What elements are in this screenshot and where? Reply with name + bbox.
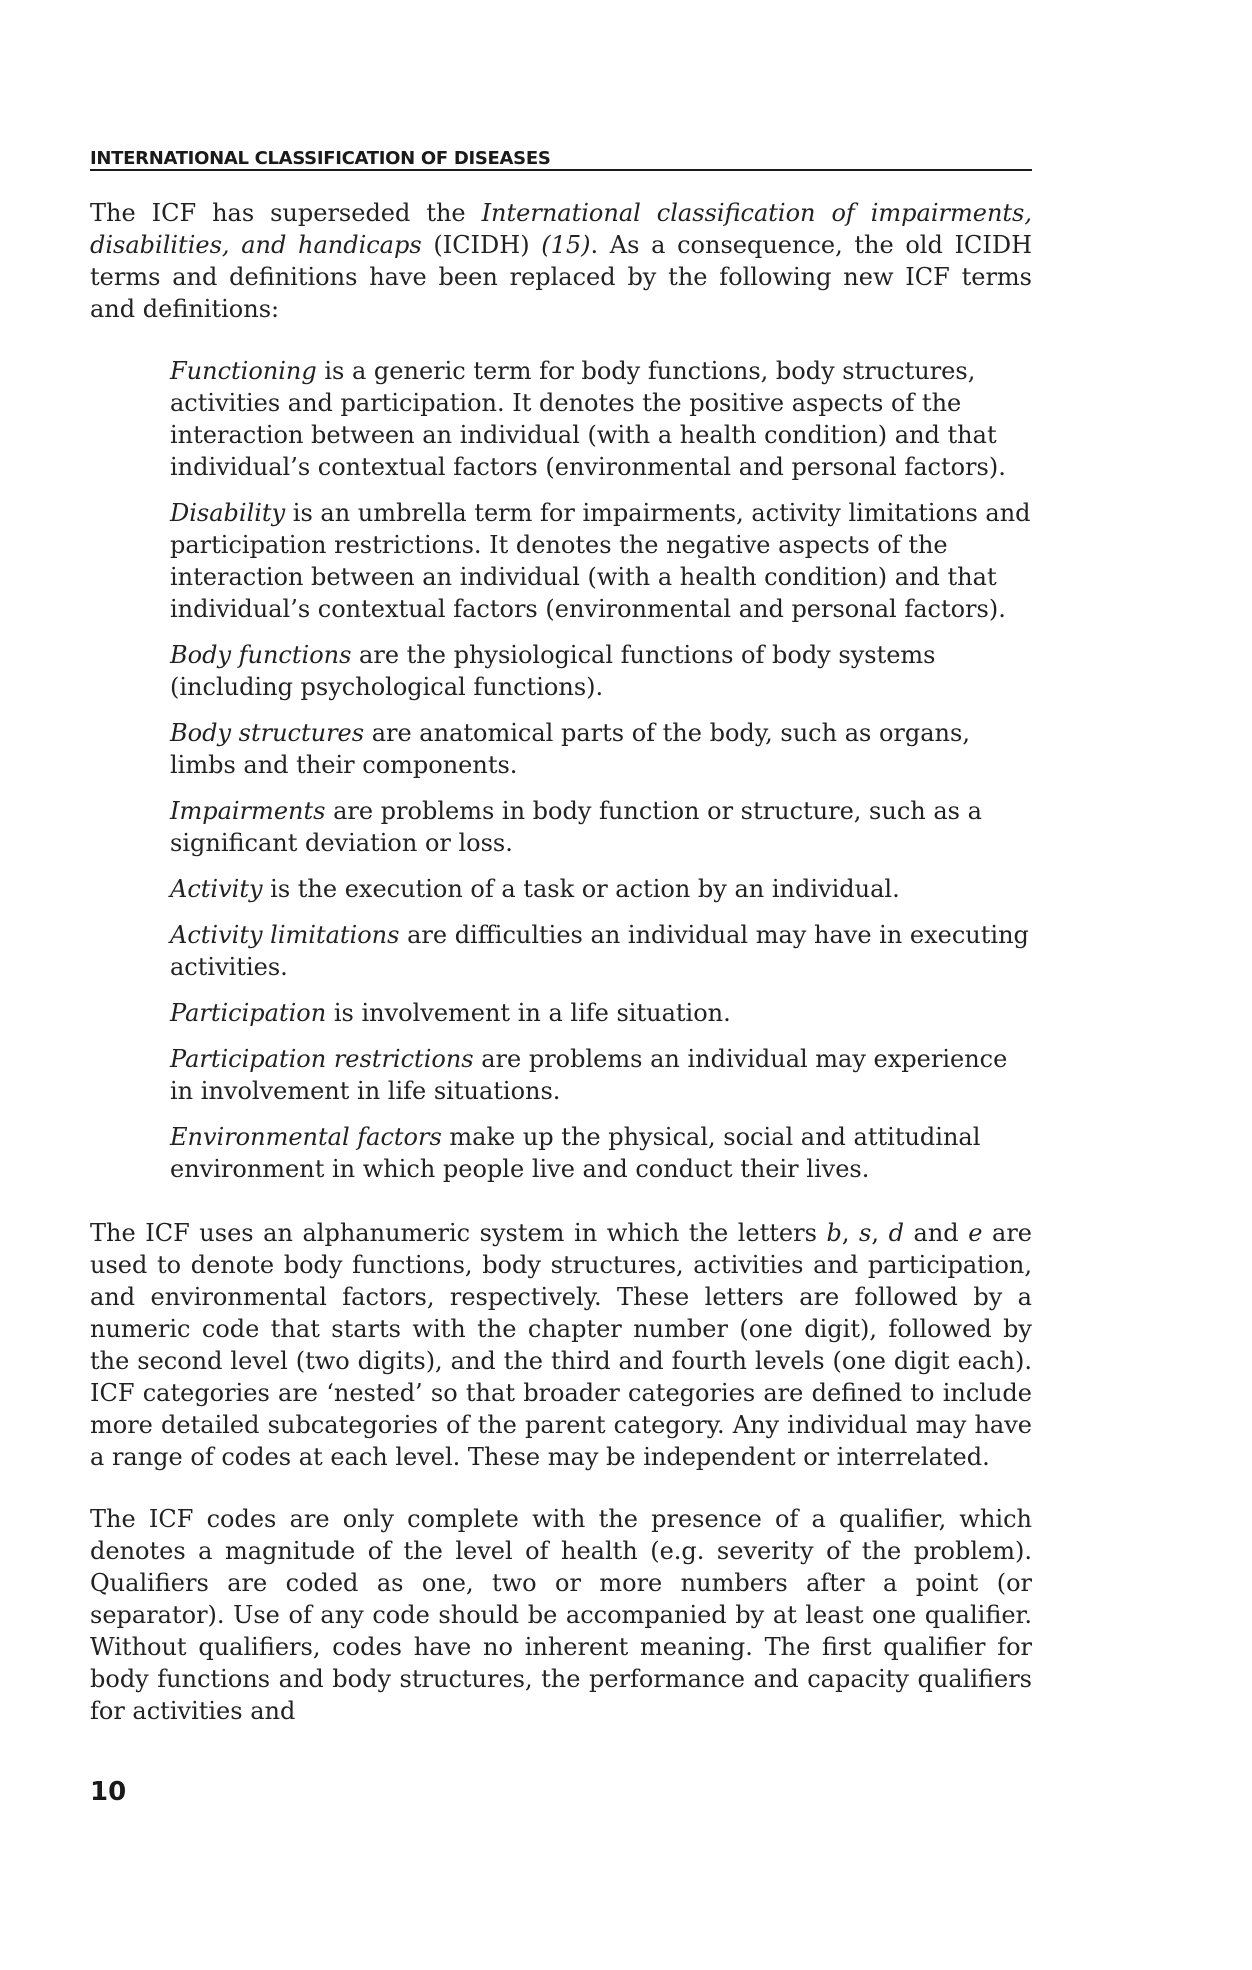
definition-text: are difficulties an individual may have in executing activities. bbox=[170, 921, 1029, 981]
running-head: INTERNATIONAL CLASSIFICATION OF DISEASES bbox=[90, 148, 551, 169]
definition-item bbox=[170, 355, 1032, 483]
definition-term: Disability bbox=[170, 499, 286, 527]
intro-text-2: (ICIDH) bbox=[421, 231, 542, 259]
definition-term: Participation bbox=[170, 999, 327, 1027]
definition-text: is the execution of a task or action by an individual. bbox=[262, 875, 900, 903]
intro-paragraph bbox=[90, 197, 1032, 325]
definition-term: Activity limitations bbox=[170, 921, 400, 949]
letter-b: b bbox=[826, 1219, 842, 1247]
reference-15: (15) bbox=[541, 231, 591, 259]
letter-e: e bbox=[968, 1219, 983, 1247]
definition-item bbox=[170, 497, 1032, 625]
definition-term: Body structures bbox=[170, 719, 365, 747]
qualifier-paragraph: The ICF codes are only complete with the presence of a qualifier, which denotes a magnitude of the level of health (e.g. severity of the problem). Qualifiers are coded as one, two or more numbers after a point (or separator). Use of any code should be accompanied by at least one qualifier. Without qualifiers, codes have no inherent meaning. The first qualifier for body functions and body structures, the performance and capacity qualifiers for activities and bbox=[90, 1505, 1032, 1725]
para2-sep-3: and bbox=[903, 1219, 969, 1247]
para2-text-2: are used to denote body functions, body structures, activities and participation, and environmental factors, respectively. These letters are followed by a numeric code that starts with the chapter number (one digit), followed by the second level (two digits), and the third and fourth levels (one digit each). ICF categories are ‘nested’ so that broader categories are defined to include more detailed subcategories of the parent category. Any individual may have a range of codes at each level. These may be independent or interrelated. bbox=[90, 1219, 1032, 1471]
definition-term: Functioning bbox=[170, 357, 317, 385]
definition-item bbox=[170, 1121, 1032, 1185]
definition-text: make up the physical, social and attitudinal environment in which people live and conduct their lives. bbox=[170, 1123, 981, 1183]
definition-list bbox=[90, 355, 1032, 1185]
definition-item bbox=[170, 717, 1032, 781]
definition-item bbox=[170, 795, 1032, 859]
definition-text: is a generic term for body functions, body structures, activities and participation. It denotes the positive aspects of the interaction between an individual (with a health condition) and that individual’s contextual factors (environmental and personal factors). bbox=[170, 357, 1006, 481]
letter-s: s bbox=[859, 1219, 872, 1247]
definition-text: is an umbrella term for impairments, activity limitations and participation restrictions. It denotes the negative aspects of the interaction between an individual (with a health condition) and that individual’s contextual factors (environmental and personal factors). bbox=[170, 499, 1031, 623]
letter-d: d bbox=[888, 1219, 904, 1247]
definition-text: are the physiological functions of body systems (including psychological functions). bbox=[170, 641, 936, 701]
icidh-title: International classification of impairments, disabilities, and handicaps bbox=[90, 199, 1032, 259]
definition-term: Body functions bbox=[170, 641, 352, 669]
definition-term: Participation restrictions bbox=[170, 1045, 474, 1073]
page-number: 10 bbox=[90, 1777, 127, 1807]
definition-item bbox=[170, 919, 1032, 983]
para2-sep-1: , bbox=[841, 1219, 860, 1247]
definition-item bbox=[170, 997, 1032, 1029]
definition-item bbox=[170, 873, 1032, 905]
definition-term: Impairments bbox=[170, 797, 326, 825]
body-text bbox=[90, 197, 1032, 1727]
definition-text: are anatomical parts of the body, such as organs, limbs and their components. bbox=[170, 719, 970, 779]
intro-text-3: . As a consequence, the old ICIDH terms and definitions have been replaced by the following new ICF terms and definitions: bbox=[90, 231, 1033, 323]
definition-term: Activity bbox=[170, 875, 263, 903]
definition-text: are problems in body function or structure, such as a significant deviation or loss. bbox=[170, 797, 982, 857]
definition-item bbox=[170, 1043, 1032, 1107]
definition-term: Environmental factors bbox=[170, 1123, 442, 1151]
alphanumeric-paragraph bbox=[90, 1217, 1032, 1473]
definition-text: are problems an individual may experience in involvement in life situations. bbox=[170, 1045, 1008, 1105]
header-rule bbox=[90, 169, 1032, 171]
para2-text-1: The ICF uses an alphanumeric system in which the letters bbox=[90, 1219, 827, 1247]
para2-sep-2: , bbox=[871, 1219, 889, 1247]
intro-text-1: The ICF has superseded the bbox=[90, 199, 482, 227]
definition-item bbox=[170, 639, 1032, 703]
definition-text: is involvement in a life situation. bbox=[326, 999, 731, 1027]
